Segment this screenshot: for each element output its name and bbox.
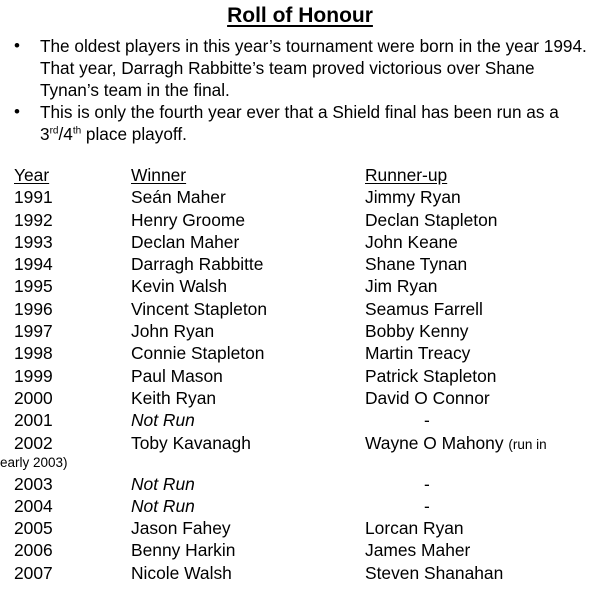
row-note-continuation: early 2003) (0, 454, 68, 470)
winner-cell: Keith Ryan (131, 387, 217, 408)
winner-cell: Toby Kavanagh (131, 432, 251, 453)
runner-up-cell (365, 342, 470, 364)
runner-up-cell (424, 495, 430, 517)
header-runner-up: Runner-up (365, 165, 448, 185)
year-cell: 2002 (14, 432, 53, 453)
runner-up-cell (365, 365, 496, 387)
table-row (14, 253, 594, 275)
runner-up-note: (run in (508, 436, 547, 452)
winner-cell: Benny Harkin (131, 540, 236, 561)
runner-up-cell (365, 539, 470, 561)
runner-up-cell (365, 253, 467, 275)
runner-up-name: Bobby Kenny (365, 321, 469, 342)
runner-up-name: Martin Treacy (365, 343, 471, 364)
table-row (14, 275, 594, 297)
year-cell: 1994 (14, 254, 53, 275)
runner-up-cell (365, 275, 437, 297)
table-row (14, 517, 594, 539)
winner-cell: Jason Fahey (131, 518, 231, 539)
table-row (14, 539, 594, 561)
runner-up-cell (365, 209, 497, 231)
runner-up-cell (365, 320, 468, 342)
runner-up-cell (365, 231, 458, 253)
table-row (14, 562, 594, 584)
year-cell: 2003 (14, 473, 53, 494)
table-row (0, 432, 594, 473)
winner-cell: Vincent Stapleton (131, 298, 268, 319)
runner-up-name: Wayne O Mahony (365, 432, 504, 453)
year-cell: 2005 (14, 518, 53, 539)
winner-cell: Not Run (131, 410, 195, 431)
year-cell: 1993 (14, 231, 53, 252)
winner-cell: Not Run (131, 473, 195, 494)
table-row (14, 409, 594, 431)
winner-cell: Henry Groome (131, 209, 246, 230)
runner-up-name: Lorcan Ryan (365, 518, 464, 539)
note-2-sup-th: th (72, 125, 82, 137)
runner-up-name: Jimmy Ryan (365, 187, 461, 208)
year-cell: 1999 (14, 365, 53, 386)
runner-up-name: John Keane (365, 231, 458, 252)
winner-cell: Nicole Walsh (131, 562, 232, 583)
header-year: Year (14, 165, 50, 185)
table-row (14, 209, 594, 231)
table-row (14, 473, 594, 495)
note-2-end: place playoff. (81, 124, 187, 144)
winner-cell: Declan Maher (131, 231, 240, 252)
notes-list (10, 35, 590, 145)
winner-cell: Kevin Walsh (131, 276, 228, 297)
table-header (14, 164, 594, 186)
year-cell: 1995 (14, 276, 53, 297)
year-cell: 2004 (14, 495, 53, 516)
runner-up-cell (365, 517, 464, 539)
table-row (14, 365, 594, 387)
table-row (14, 298, 594, 320)
roll-of-honour-table (0, 164, 594, 584)
winner-cell: Seán Maher (131, 187, 226, 208)
runner-up-name: - (424, 473, 430, 494)
year-cell: 1998 (14, 343, 53, 364)
runner-up-name: Steven Shanahan (365, 562, 504, 583)
runner-up-name: Seamus Farrell (365, 298, 483, 319)
winner-cell: John Ryan (131, 321, 215, 342)
table-row (14, 495, 594, 517)
year-cell: 1992 (14, 209, 53, 230)
runner-up-name: David O Connor (365, 387, 490, 408)
note-2-text: This is only the fourth year ever that a Shield final has been run as a 3 (40, 102, 559, 144)
note-item-1: • The oldest players in this year’s tournament were born in the year 1994. That year, Darragh Rabbitte’s team proved victorious over Shane Tynan’s team in the final. (10, 35, 590, 101)
table-row (14, 231, 594, 253)
runner-up-cell (365, 432, 547, 456)
year-cell: 2000 (14, 387, 53, 408)
table-body (0, 186, 594, 584)
winner-cell: Darragh Rabbitte (131, 254, 264, 275)
note-2-sup-rd: rd (49, 125, 59, 137)
year-cell: 2007 (14, 562, 53, 583)
runner-up-cell (365, 387, 490, 409)
table-row (14, 387, 594, 409)
year-cell: 1991 (14, 187, 53, 208)
page-title: Roll of Honour (227, 4, 373, 27)
runner-up-cell (424, 409, 430, 431)
runner-up-cell (424, 473, 430, 495)
header-winner: Winner (131, 165, 187, 185)
runner-up-name: Declan Stapleton (365, 209, 498, 230)
runner-up-name: Patrick Stapleton (365, 365, 497, 386)
runner-up-cell (365, 562, 503, 584)
runner-up-name: Jim Ryan (365, 276, 438, 297)
table-row (14, 342, 594, 364)
note-2-mid: /4 (58, 124, 73, 144)
year-cell: 1997 (14, 321, 53, 342)
winner-cell: Paul Mason (131, 365, 223, 386)
winner-cell: Not Run (131, 495, 195, 516)
runner-up-name: - (424, 495, 430, 516)
runner-up-cell (365, 298, 483, 320)
runner-up-name: Shane Tynan (365, 254, 468, 275)
year-cell: 1996 (14, 298, 53, 319)
runner-up-name: - (424, 410, 430, 431)
year-cell: 2006 (14, 540, 53, 561)
note-item-2 (10, 101, 590, 145)
table-row (14, 320, 594, 342)
winner-cell: Connie Stapleton (131, 343, 265, 364)
table-row (14, 186, 594, 208)
runner-up-name: James Maher (365, 540, 471, 561)
year-cell: 2001 (14, 410, 53, 431)
runner-up-cell (365, 186, 461, 208)
